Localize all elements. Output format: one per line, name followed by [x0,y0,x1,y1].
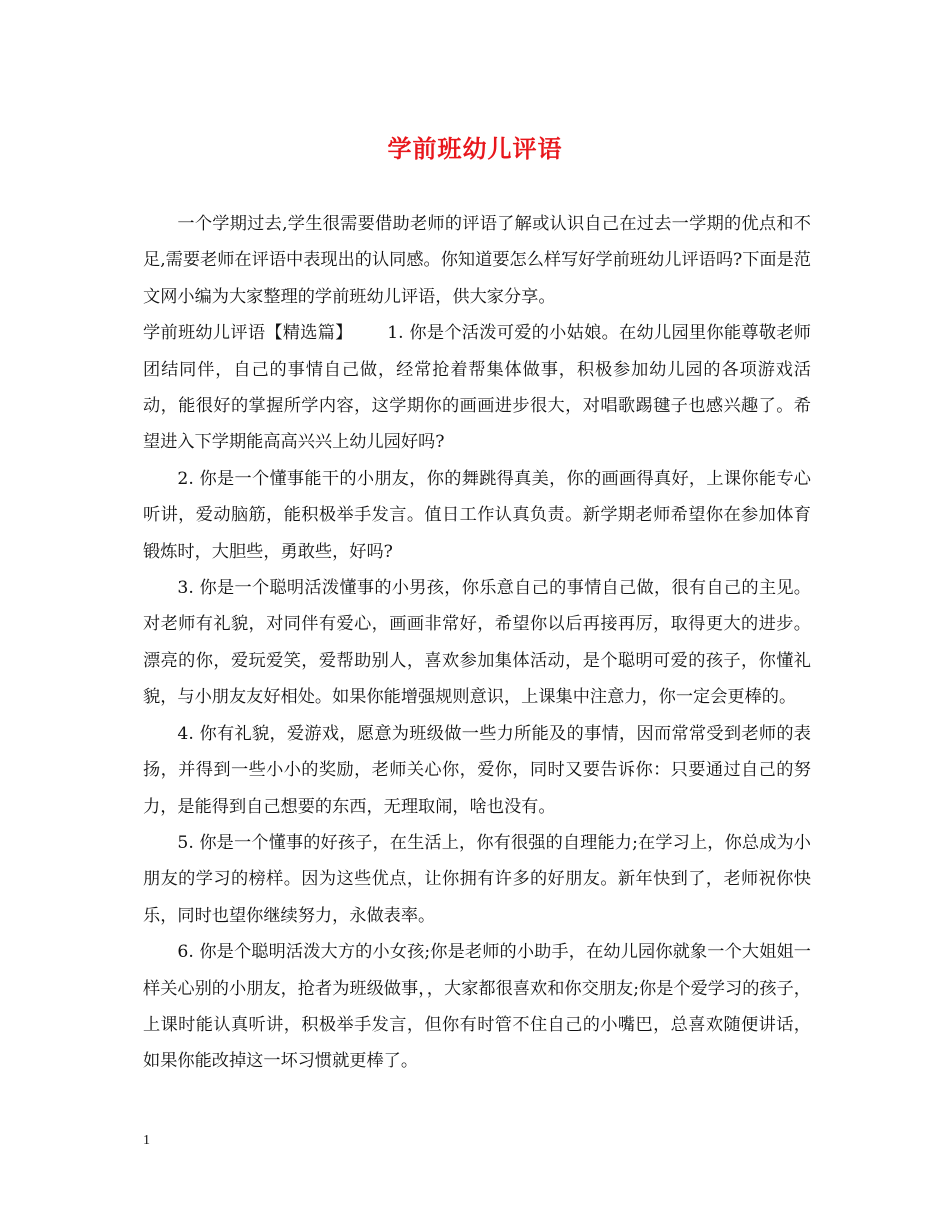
document-body [143,206,811,1080]
section-heading: 学前班幼儿评语【精选篇】 [143,323,353,344]
intro-paragraph: 一个学期过去,学生很需要借助老师的评语了解或认识自己在过去一学期的优点和不足,需要老师在评语中表现出的认同感。你知道要怎么样写好学前班幼儿评语吗?下面是范文网小编为大家整理的学前班幼儿评语，供大家分享。 [143,214,811,307]
item-5: 5. 你是一个懂事的好孩子，在生活上，你有很强的自理能力;在学习上，你总成为小朋友的学习的榜样。因为这些优点，让你拥有许多的好朋友。新年快到了，老师祝你快乐，同时也望你继续努力，永做表率。 [143,832,811,926]
page-number: 1 [143,1133,150,1148]
item-3: 3. 你是一个聪明活泼懂事的小男孩，你乐意自己的事情自己做，很有自己的主见。对老师有礼貌，对同伴有爱心，画画非常好，希望你以后再接再厉，取得更大的进步。 漂亮的你，爱玩爱笑，爱帮助别人，喜欢参加集体活动，是个聪明可爱的孩子，你懂礼貌，与小朋友友好相处。如果你能增强规则意识，上课集中注意力，你一定会更棒的。 [143,578,811,708]
item-4: 4. 你有礼貌，爱游戏，愿意为班级做一些力所能及的事情，因而常常受到老师的表扬，并得到一些小小的奖励，老师关心你，爱你，同时又要告诉你：只要通过自己的努力，是能得到自己想要的东西，无理取闹，啥也没有。 [143,723,811,817]
item-2: 2. 你是一个懂事能干的小朋友，你的舞跳得真美，你的画画得真好，上课你能专心听讲，爱动脑筋，能积极举手发言。值日工作认真负责。新学期老师希望你在参加体育锻炼时，大胆些，勇敢些，好吗? [143,468,811,562]
document-title: 学前班幼儿评语 [387,134,563,163]
section-paragraph [143,315,811,461]
section-gap [353,323,388,343]
item-1: 1. 你是个活泼可爱的小姑娘。在幼儿园里你能尊敬老师团结同伴，自己的事情自己做，经常抢着帮集体做事，积极参加幼儿园的各项游戏活动，能很好的掌握所学内容，这学期你的画画进步很大，对唱歌踢毽子也感兴趣了。希望进入下学期能高高兴兴上幼儿园好吗? [143,323,811,453]
item-6: 6. 你是个聪明活泼大方的小女孩;你是老师的小助手，在幼儿园你就象一个大姐姐一样关心别的小朋友，抢者为班级做事，，大家都很喜欢和你交朋友;你是个爱学习的孩子，上课时能认真听讲，积极举手发言，但你有时管不住自己的小嘴巴，总喜欢随便讲话，如果你能改掉这一坏习惯就更棒了。 [143,942,811,1072]
